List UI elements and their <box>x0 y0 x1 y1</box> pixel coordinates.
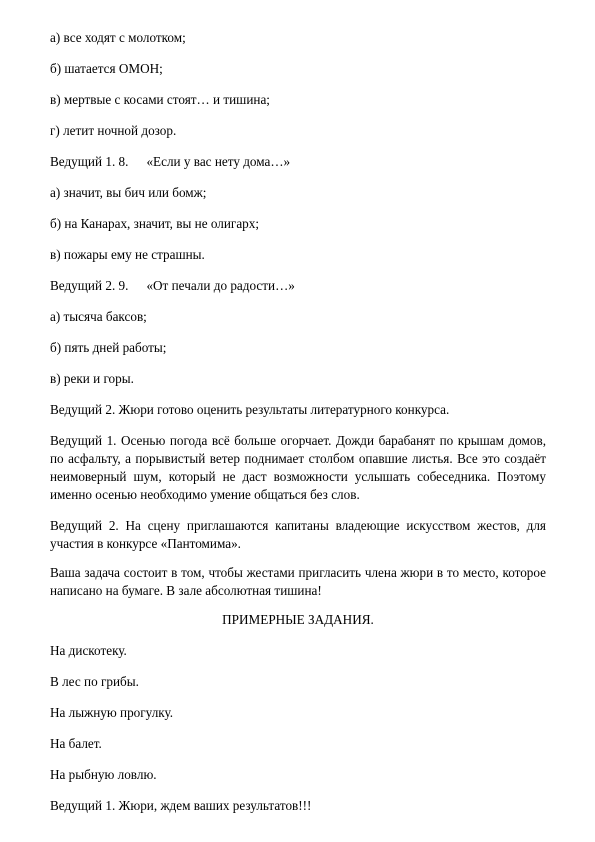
text-line: а) все ходят с молотком; <box>50 30 186 45</box>
closing-line: Ведущий 1. Жюри, ждем ваших результатов!!! <box>50 798 312 813</box>
text-line: в) реки и горы. <box>50 371 134 386</box>
quote-text: «Если у вас нету дома…» <box>146 154 291 169</box>
text-line: в) мертвые с косами стоят… и тишина; <box>50 92 270 107</box>
text-line: г) летит ночной дозор. <box>50 123 177 138</box>
text-line: а) значит, вы бич или бомж; <box>50 185 207 200</box>
task-item: В лес по грибы. <box>50 674 139 689</box>
text-line: б) шатается ОМОН; <box>50 61 163 76</box>
paragraph: Ведущий 2. На сцену приглашаются капитаны владеющие искусством жестов, для участия в конкурсе «Пантомима». <box>50 518 546 551</box>
paragraph: Ваша задача состоит в том, чтобы жестами пригласить члена жюри в то место, которое написано на бумаге. В зале абсолютная тишина! <box>50 565 546 598</box>
quote-text: «От печали до радости…» <box>146 278 295 293</box>
speaker-label: Ведущий 1. 8. <box>50 154 129 169</box>
task-item: На лыжную прогулку. <box>50 705 174 720</box>
task-item: На рыбную ловлю. <box>50 767 157 782</box>
text-line: Ведущий 2. Жюри готово оценить результаты литературного конкурса. <box>50 402 450 417</box>
text-line <box>50 153 290 171</box>
section-heading: ПРИМЕРНЫЕ ЗАДАНИЯ. <box>222 612 374 627</box>
task-item: На дискотеку. <box>50 643 127 658</box>
task-item: На балет. <box>50 736 102 751</box>
speaker-label: Ведущий 2. 9. <box>50 278 129 293</box>
text-line: б) на Канарах, значит, вы не олигарх; <box>50 216 260 231</box>
text-line: а) тысяча баксов; <box>50 309 147 324</box>
text-line: в) пожары ему не страшны. <box>50 247 205 262</box>
text-line: б) пять дней работы; <box>50 340 167 355</box>
text-line <box>50 277 295 295</box>
paragraph: Ведущий 1. Осенью погода всё больше огорчает. Дожди барабанят по крышам домов, по асфальту, а порывистый ветер поднимает столбом опавшие листья. Все это создаёт неимоверный шум, который не даст возможности услышать собеседника. Поэтому именно осенью необходимо умение общаться без слов. <box>50 433 546 502</box>
